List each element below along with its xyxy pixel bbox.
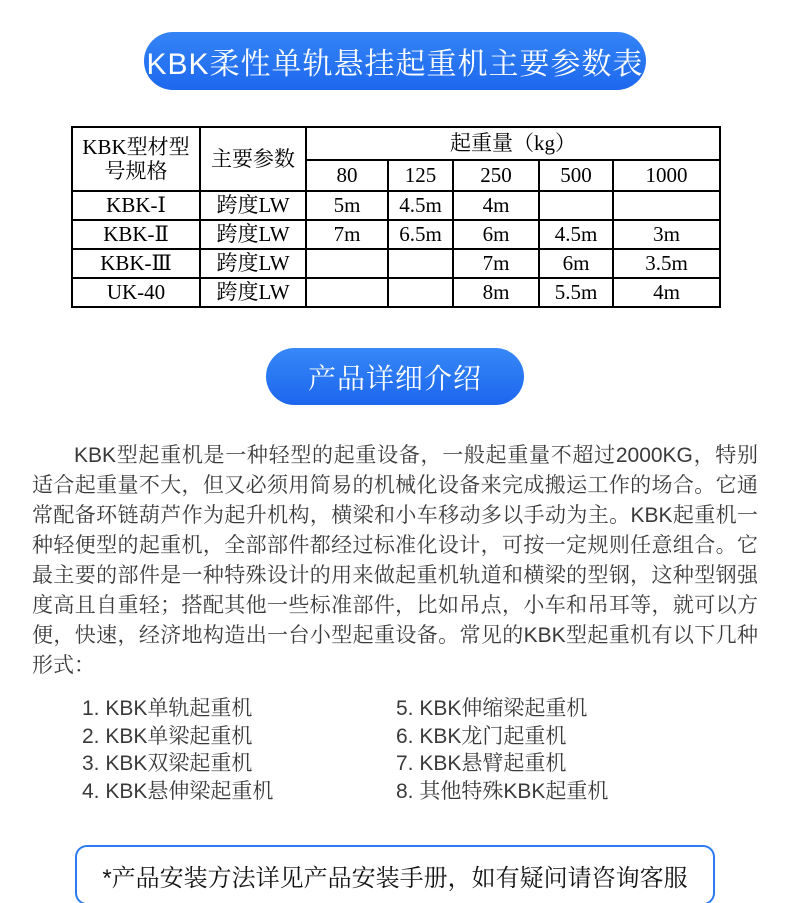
page-title-banner [144, 32, 646, 90]
capacity-header-cell: 起重量（kg） [306, 127, 720, 160]
value-cell: 4.5m [539, 220, 613, 249]
value-cell [539, 191, 613, 220]
list-item: 1. KBK单轨起重机 [82, 697, 253, 720]
model-cell: KBK-Ⅲ [72, 249, 200, 278]
model-cell: KBK-Ⅱ [72, 220, 200, 249]
table-row [72, 278, 720, 307]
model-cell: UK-40 [72, 278, 200, 307]
list-item: 3. KBK双梁起重机 [82, 752, 253, 775]
capacity-level-cell: 1000 [613, 160, 720, 191]
list-item: 7. KBK悬臂起重机 [396, 752, 567, 775]
capacity-level-cell: 500 [539, 160, 613, 191]
value-cell: 7m [306, 220, 388, 249]
value-cell: 8m [453, 278, 539, 307]
list-item: 2. KBK单梁起重机 [82, 724, 253, 748]
value-cell: 4.5m [388, 191, 453, 220]
value-cell: 4m [613, 278, 720, 307]
table-row [72, 220, 720, 249]
value-cell: 6.5m [388, 220, 453, 249]
value-cell: 3.5m [613, 249, 720, 278]
footer-note-text: *产品安装方法详见产品安装手册，如有疑问请咨询客服 [102, 864, 688, 892]
table-row [72, 191, 720, 220]
param-cell: 跨度LW [200, 278, 306, 307]
parameters-table-wrap [71, 126, 719, 308]
value-cell [388, 249, 453, 278]
list-item: 5. KBK伸缩梁起重机 [396, 697, 588, 720]
value-cell: 6m [453, 220, 539, 249]
capacity-level-cell: 125 [388, 160, 453, 191]
table-row [72, 249, 720, 278]
page-title: KBK柔性单轨悬挂起重机主要参数表 [146, 48, 644, 81]
list-item: 4. KBK悬伸梁起重机 [82, 779, 274, 803]
model-cell: KBK-Ⅰ [72, 191, 200, 220]
list-item: 8. 其他特殊KBK起重机 [396, 779, 609, 803]
value-cell: 6m [539, 249, 613, 278]
value-cell: 4m [453, 191, 539, 220]
crane-type-list [82, 695, 790, 805]
table-header-row [72, 127, 720, 160]
param-header-cell: 主要参数 [200, 127, 306, 191]
value-cell [306, 278, 388, 307]
param-cell: 跨度LW [200, 249, 306, 278]
value-cell [388, 278, 453, 307]
crane-type-list-right [396, 695, 608, 805]
list-item: 6. KBK龙门起重机 [396, 724, 567, 748]
value-cell: 3m [613, 220, 720, 249]
crane-type-list-left [82, 695, 396, 805]
param-cell: 跨度LW [200, 220, 306, 249]
section-title: 产品详细介绍 [307, 362, 482, 394]
value-cell: 7m [453, 249, 539, 278]
value-cell [613, 191, 720, 220]
value-cell: 5.5m [539, 278, 613, 307]
value-cell [306, 249, 388, 278]
footer-note [75, 845, 715, 903]
intro-paragraph: KBK型起重机是一种轻型的起重设备，一般起重量不超过2000KG，特别适合起重量不大，但又必须用简易的机械化设备来完成搬运工作的场合。它通常配备环链葫芦作为起升机构，横梁和小车移动多以手动为主。KBK起重机一种轻便型的起重机，全部部件都经过标准化设计，可按一定规则任意组合。它最主要的部件是一种特殊设计的用来做起重机轨道和横梁的型钢，这种型钢强度高且自重轻；搭配其他一些标准部件，比如吊点，小车和吊耳等，就可以方便，快速，经济地构造出一台小型起重设备。常见的KBK型起重机有以下几种形式： [32, 444, 758, 677]
parameters-table [71, 126, 721, 308]
capacity-level-cell: 80 [306, 160, 388, 191]
capacity-level-cell: 250 [453, 160, 539, 191]
param-cell: 跨度LW [200, 191, 306, 220]
value-cell: 5m [306, 191, 388, 220]
model-header-cell: KBK型材型号规格 [72, 127, 200, 191]
section-title-badge [266, 348, 524, 405]
